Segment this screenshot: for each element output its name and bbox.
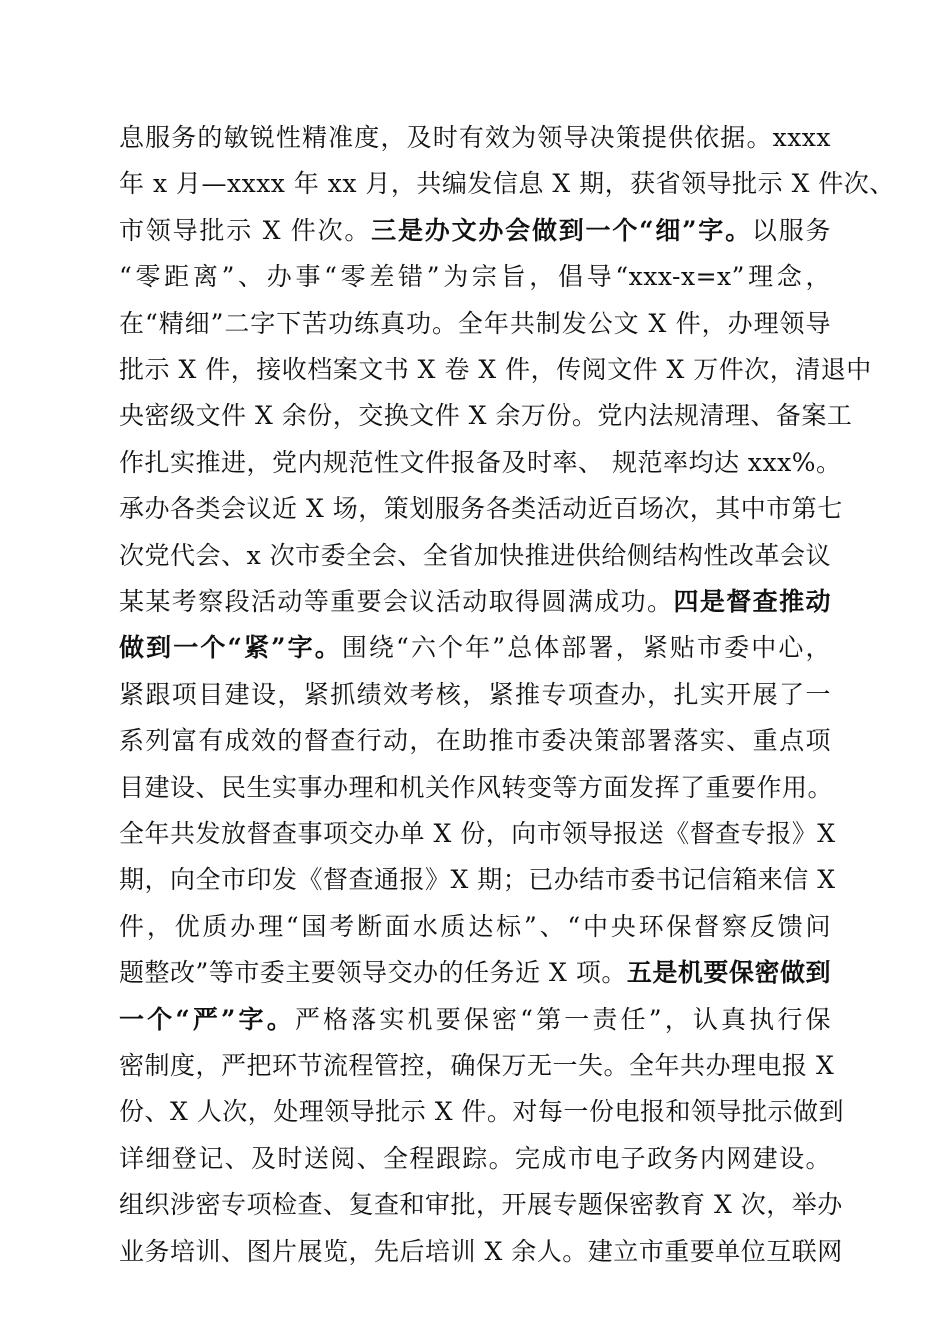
text-line: [119, 814, 836, 854]
line-text: 目建设、民生实事办理和机关作风转变等方面发挥了重要作用。: [119, 772, 834, 802]
line-text: 组织涉密专项检查、复查和审批，开展专题保密教育 X 次，举办: [119, 1190, 843, 1220]
text-line: [119, 118, 831, 158]
line-text: 紧跟项目建设，紧抓绩效考核，紧推专项查办，扎实开展了一: [119, 679, 831, 709]
text-line: [119, 1000, 831, 1040]
line-text: 份、X 人次，处理领导批示 X 件。对每一份电报和领导批示做到: [119, 1097, 844, 1127]
line-text: 市领导批示 X 件次。: [119, 215, 372, 245]
text-line: [119, 1139, 831, 1179]
line-text: 全年共发放督查事项交办单 X 份，向市领导报送《督查专报》X: [119, 819, 836, 848]
text-line: [119, 211, 831, 251]
line-text: “零距离”、办事“零差错”为宗旨，倡导“xxx-x=x”理念，: [119, 262, 831, 292]
line-text: 在“精细”二字下苦功练真功。全年共制发公文 X 件，办理领导: [119, 308, 831, 338]
bold-heading-text: 一个“严”字。: [119, 1004, 295, 1034]
text-line: [119, 721, 831, 761]
line-text: 详细登记、及时送阅、全程跟踪。完成市电子政务内网建设。: [119, 1143, 831, 1173]
line-text: 次党代会、x 次市委全会、全省加快推进供给侧结构性改革会议: [119, 540, 831, 570]
bold-heading-text: 四是督查推动: [673, 587, 831, 616]
line-text: 批示 X 件，接收档案文书 X 卷 X 件，传阅文件 X 万件次，清退中: [119, 355, 872, 384]
line-text: 承办各类会议近 X 场，策划服务各类活动近百场次，其中市第七: [119, 494, 843, 524]
text-line: [119, 675, 831, 715]
line-text: 严格落实机要保密“第一责任”，认真执行保: [294, 1004, 831, 1034]
text-line: [119, 1232, 843, 1272]
line-text: 期，向全市印发《督查通报》X 期；已办结市委书记信箱来信 X: [119, 865, 836, 895]
line-text: 央密级文件 X 余份，交换文件 X 余万份。党内法规清理、备案工: [119, 401, 853, 431]
line-text: 某某考察段活动等重要会议活动取得圆满成功。: [119, 587, 674, 616]
text-line: [119, 1046, 835, 1086]
line-text: 系列富有成效的督查行动，在助推市委决策部署落实、重点项: [119, 726, 831, 756]
line-text: 作扎实推进，党内规范性文件报备及时率、 规范率均达 xxx%。: [119, 447, 842, 477]
text-line: [119, 350, 872, 390]
line-text: 以服务: [751, 215, 831, 245]
text-line: [119, 860, 836, 900]
line-text: 年 x 月—xxxx 年 xx 月，共编发信息 X 期，获省领导批示 X 件次、: [119, 169, 895, 199]
text-line: [119, 536, 831, 576]
bold-heading-text: 五是机要保密做到: [626, 958, 831, 988]
text-line: [119, 164, 895, 204]
text-line: [119, 628, 831, 668]
text-line: [119, 582, 831, 622]
line-text: 题整改”等市委主要领导交办的任务近 X 项。: [119, 958, 627, 988]
text-line: [119, 1092, 844, 1132]
line-text: 密制度，严把环节流程管控，确保万无一失。全年共办理电报 X: [119, 1051, 835, 1080]
text-line: [119, 953, 831, 993]
text-line: [119, 443, 842, 483]
line-text: 围绕“六个年”总体部署，紧贴市委中心，: [341, 633, 831, 663]
line-text: 件，优质办理“国考断面水质达标”、“中央环保督察反馈问: [119, 911, 831, 941]
text-line: [119, 489, 843, 529]
text-line: [119, 907, 831, 947]
text-line: [119, 1185, 843, 1225]
text-line: [119, 768, 834, 808]
text-line: [119, 304, 831, 344]
line-text: 息服务的敏锐性精准度，及时有效为领导决策提供依据。xxxx: [119, 123, 831, 152]
bold-heading-text: 三是办文办会做到一个“细”字。: [371, 215, 752, 245]
text-line: [119, 396, 853, 436]
bold-heading-text: 做到一个“紧”字。: [119, 633, 342, 663]
line-text: 业务培训、图片展览，先后培训 X 余人。建立市重要单位互联网: [119, 1236, 843, 1266]
text-line: [119, 257, 831, 297]
